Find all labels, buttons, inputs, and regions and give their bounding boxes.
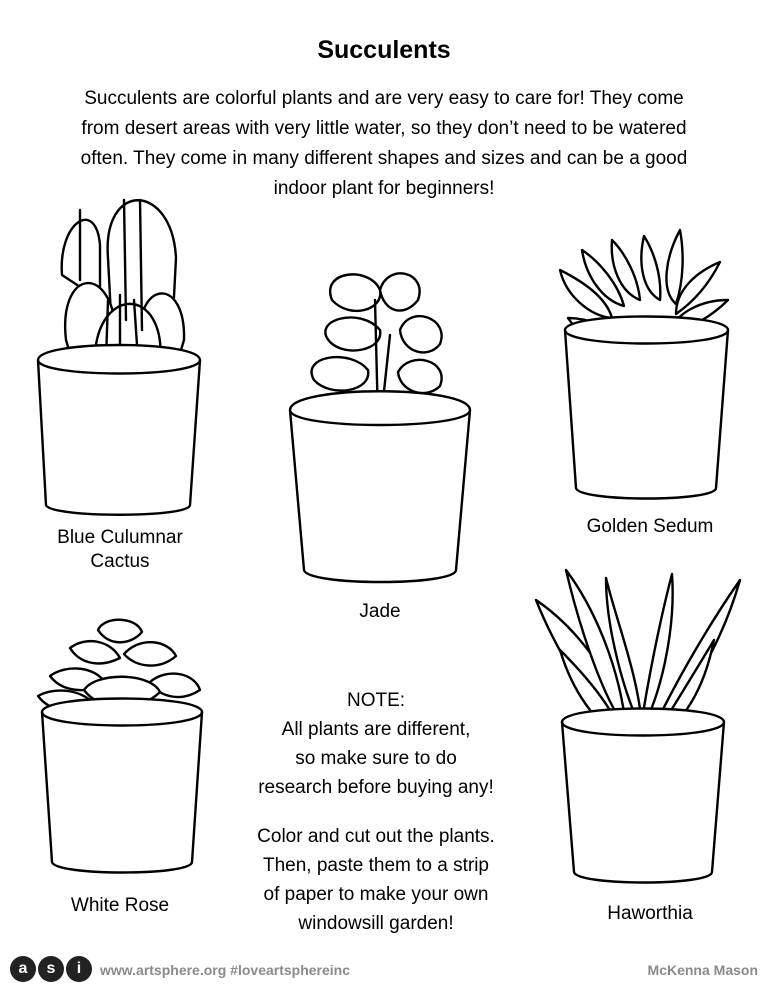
intro-line: often. They come in many different shapes and sizes and can be a good [80,148,688,169]
instruction-line: windowsill garden! [298,913,454,934]
note-line: NOTE: [346,690,406,711]
instruction-line: Then, paste them to a strip [262,855,489,876]
logo-letter: i [66,956,92,982]
intro-line: Succulents are colorful plants and are very easy to care for! They come [84,88,684,109]
instruction-line: Color and cut out the plants. [257,826,495,847]
label-blue-columnar-cactus [30,526,210,574]
label-golden-sedum: Golden Sedum [586,516,714,537]
white-rose-drawing [38,620,202,873]
logo-letter: a [10,956,36,982]
note-line: so make sure to do [295,748,457,769]
note-line: All plants are different, [281,719,471,740]
intro-line: indoor plant for beginners! [273,178,495,199]
label-jade: Jade [359,601,401,622]
footer-website: www.artsphere.org #loveartsphereinc [100,962,351,978]
jade-drawing [290,273,470,582]
note-line: research before buying any! [258,777,494,798]
instructions-block [214,822,538,938]
label-white-rose: White Rose [70,895,170,916]
label-line: Blue Culumnar [57,527,183,548]
golden-sedum-drawing [560,230,728,499]
haworthia-drawing [536,570,740,883]
label-haworthia: Haworthia [607,903,693,924]
intro-line: from desert areas with very little water, so they don’t need to be watered [81,118,687,139]
instruction-line: of paper to make your own [263,884,489,905]
logo-letter: s [38,956,64,982]
page-title: Succulents [317,36,451,64]
note-block [214,686,538,802]
blue-columnar-cactus-drawing [38,200,200,515]
artsphere-logo [10,956,92,982]
intro-paragraph [30,84,738,204]
footer-author: McKenna Mason [647,962,758,978]
label-line: Cactus [90,551,150,572]
